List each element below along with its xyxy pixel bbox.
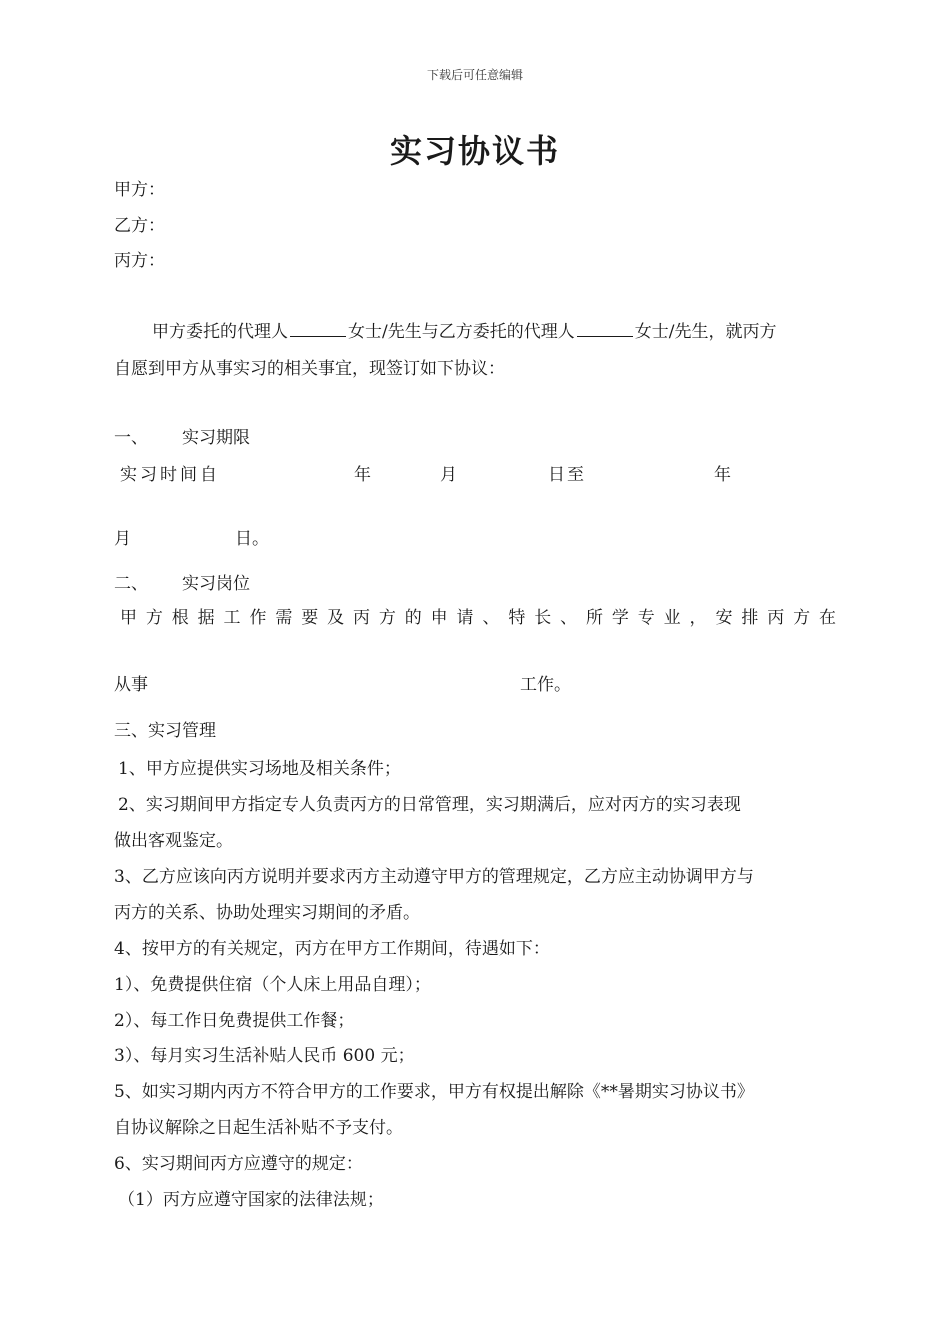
section1-heading xyxy=(114,426,836,450)
intro-line-1 xyxy=(114,318,836,344)
section3-item-5-line-1: 5、如实习期内丙方不符合甲方的工作要求，甲方有权提出解除《**暑期实习协议书》 xyxy=(114,1082,754,1102)
section3-heading: 三、实习管理 xyxy=(114,721,216,741)
section3-item-6: 6、实习期间丙方应遵守的规定： xyxy=(114,1154,363,1174)
work-end-label: 工作。 xyxy=(520,675,571,695)
section3-item-3-line-1: 3、乙方应该向丙方说明并要求丙方主动遵守甲方的管理规定，乙方应主动协调甲方与 xyxy=(114,867,754,887)
month1-label: 月 xyxy=(440,465,457,485)
month2-label: 月 xyxy=(114,529,131,549)
year2-label: 年 xyxy=(714,465,731,485)
agent-b-blank xyxy=(577,318,633,337)
period-start-label: 实习时间自 xyxy=(120,465,220,485)
header-note: 下载后可任意编辑 xyxy=(426,68,523,82)
section3-item-3-line-2: 丙方的关系、协助处理实习期间的矛盾。 xyxy=(114,903,420,923)
day-end-label: 日。 xyxy=(235,529,269,549)
party-c-label: 丙方： xyxy=(114,251,165,271)
section3-item-4-3: 3）、每月实习生活补贴人民币 600 元； xyxy=(114,1046,415,1066)
section3-item-4: 4、按甲方的有关规定，丙方在甲方工作期间，待遇如下： xyxy=(114,939,550,959)
intro-line-2: 自愿到甲方从事实习的相关事宜，现签订如下协议： xyxy=(114,359,505,379)
section2-title: 实习岗位 xyxy=(182,574,250,594)
section3-item-5-line-2: 自协议解除之日起生活补贴不予支付。 xyxy=(114,1118,403,1138)
section1-number: 一、 xyxy=(114,428,148,448)
section2-body: 甲方根据工作需要及丙方的申请、特长、所学专业，安排丙方在 xyxy=(120,608,836,628)
intro-text-1: 甲方委托的代理人 xyxy=(152,322,288,342)
document-title: 实习协议书 xyxy=(389,132,560,170)
engage-label: 从事 xyxy=(114,675,148,695)
year1-label: 年 xyxy=(354,465,371,485)
section1-title: 实习期限 xyxy=(182,428,250,448)
intro-text-3: 女士/先生，就丙方 xyxy=(634,322,777,342)
section3-item-4-1: 1）、免费提供住宿（个人床上用品自理）； xyxy=(114,975,431,995)
intro-text-2: 女士/先生与乙方委托的代理人 xyxy=(348,322,575,342)
agent-a-blank xyxy=(290,318,346,337)
section3-item-4-2: 2）、每工作日免费提供工作餐； xyxy=(114,1011,355,1031)
party-a-label: 甲方： xyxy=(114,180,165,200)
section3-item-2-line-1: 2、实习期间甲方指定专人负责丙方的日常管理，实习期满后，应对丙方的实习表现 xyxy=(118,795,741,815)
day-to-label: 日至 xyxy=(548,465,586,485)
section3-item-2-line-2: 做出客观鉴定。 xyxy=(114,831,233,851)
section3-item-1: 1、甲方应提供实习场地及相关条件； xyxy=(118,759,401,779)
section2-heading xyxy=(114,572,836,596)
section3-item-6-1: （1）丙方应遵守国家的法律法规； xyxy=(118,1190,384,1210)
section2-number: 二、 xyxy=(114,574,148,594)
party-b-label: 乙方： xyxy=(114,216,165,236)
